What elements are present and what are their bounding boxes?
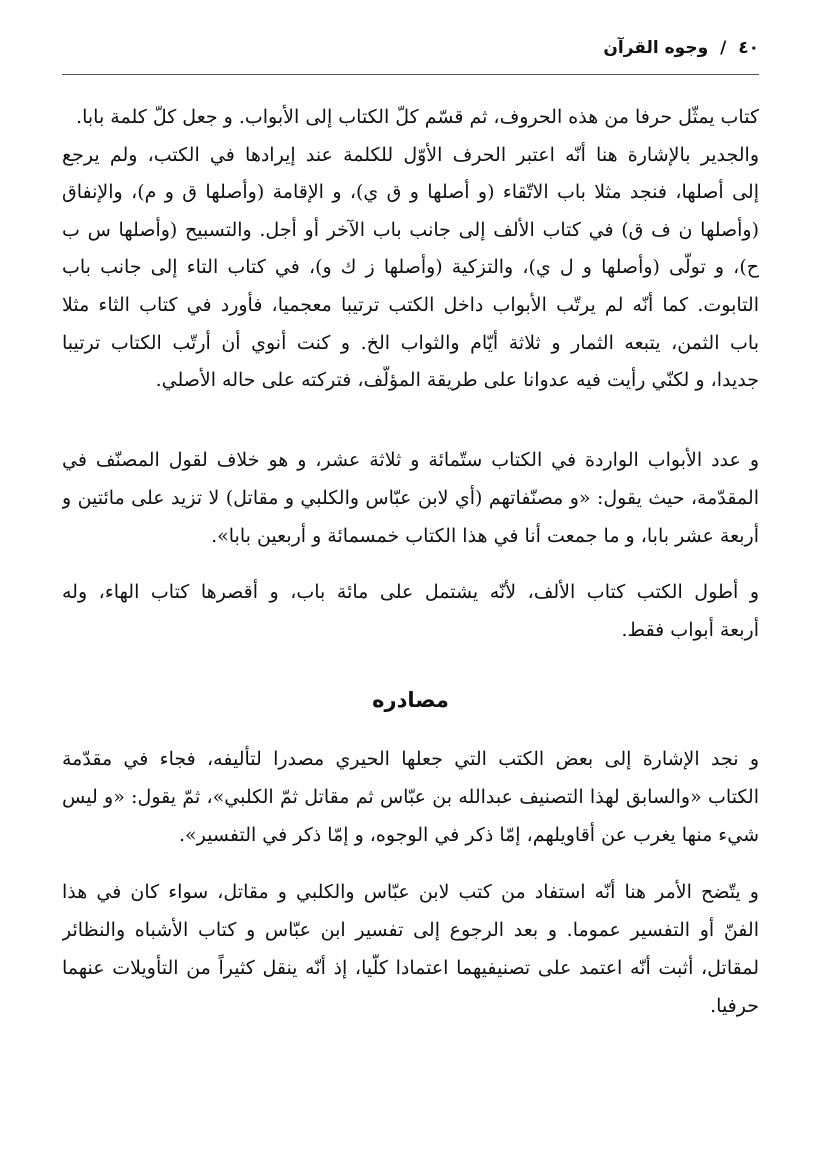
text-line: جديدا، و لكنّي رأيت فيه عدوانا على طريقة المؤلّف، فتركته على حاله الأصلي. bbox=[155, 369, 759, 391]
header-separator: / bbox=[720, 38, 727, 58]
text-line: والجدير بالإشارة هنا أنّه اعتبر الحرف الأوّل للكلمة عند إيرادها في الكتب، ولم يرجع bbox=[62, 144, 759, 166]
text-line: المقدّمة، حيث يقول: «و مصنّفاتهم (أي لابن عبّاس والكلبي و مقاتل) لا تزيد على مائتين و bbox=[62, 487, 759, 509]
book-title: وجوه القرآن bbox=[603, 38, 709, 58]
text-line: إلى أصلها، فنجد مثلا باب الاتّقاء (و أصلها و ق ي)، و الإقامة (وأصلها ق و م)، والإنفاق bbox=[62, 181, 759, 203]
text-line: كتاب يمثّل حرفا من هذه الحروف، ثم قسّم كلّ الكتاب إلى الأبواب. و جعل كلّ كلمة بابا. bbox=[76, 106, 759, 128]
text-line: أربعة أبواب فقط. bbox=[621, 619, 759, 641]
text-line: أربعة عشر بابا، و ما جمعت أنا في هذا الكتاب خمسمائة و أربعين بابا». bbox=[211, 525, 759, 547]
text-line: ح)، و تولّى (وأصلها و ل ي)، والتزكية (وأصلها ز ك و)، في كتاب التاء إلى جانب باب bbox=[62, 256, 759, 278]
text-line: باب الثمن، يتبعه الثمار و ثلاثة أيّام والثواب الخ. و كنت أنوي أن أرتّب الكتاب ترتيبا bbox=[62, 332, 759, 354]
text-line: و عدد الأبواب الواردة في الكتاب ستّمائة و ثلاثة عشر، و هو خلاف لقول المصنّف في bbox=[62, 449, 759, 471]
text-line: الكتاب «والسابق لهذا التصنيف عبدالله بن عبّاس ثم مقاتل ثمّ الكلبي»، ثمّ يقول: «و ليس bbox=[62, 786, 759, 808]
text-line: (وأصلها ن ف ق) في كتاب الألف إلى جانب باب الآخر أو أجل. والتسبيح (وأصلها س ب bbox=[62, 219, 759, 241]
page-number: ٤٠ bbox=[738, 38, 759, 58]
section-title: مصادره bbox=[372, 688, 449, 712]
text-line: التابوت. كما أنّه لم يرتّب الأبواب داخل الكتب ترتيبا معجميا، فأورد في كتاب الثاء مثلا bbox=[62, 294, 759, 316]
text-line: حرفيا. bbox=[710, 995, 759, 1017]
text-line: و أطول الكتب كتاب الألف، لأنّه يشتمل على مائة باب، و أقصرها كتاب الهاء، وله bbox=[62, 581, 759, 603]
text-line: شيء منها يغرب عن أقاويلهم، إمّا ذكر في الوجوه، و إمّا ذكر في التفسير». bbox=[179, 824, 759, 846]
header-rule bbox=[62, 74, 759, 75]
text-line: لمقاتل، أثبت أنّه اعتمد على تصنيفيهما اعتمادا كلّيا، إذ أنّه ينقل كثيراً من التأويلات عنهما bbox=[62, 957, 759, 979]
text-line: الفنّ أو التفسير عموما. و بعد الرجوع إلى تفسير ابن عبّاس و كتاب الأشباه والنظائر bbox=[62, 919, 759, 941]
text-line: و نجد الإشارة إلى بعض الكتب التي جعلها الحيري مصدرا لتأليفه، فجاء في مقدّمة bbox=[62, 748, 759, 770]
running-header bbox=[59, 38, 759, 58]
text-line: و يتّضح الأمر هنا أنّه استفاد من كتب لابن عبّاس والكلبي و مقاتل، سواء كان في هذا bbox=[62, 881, 759, 903]
